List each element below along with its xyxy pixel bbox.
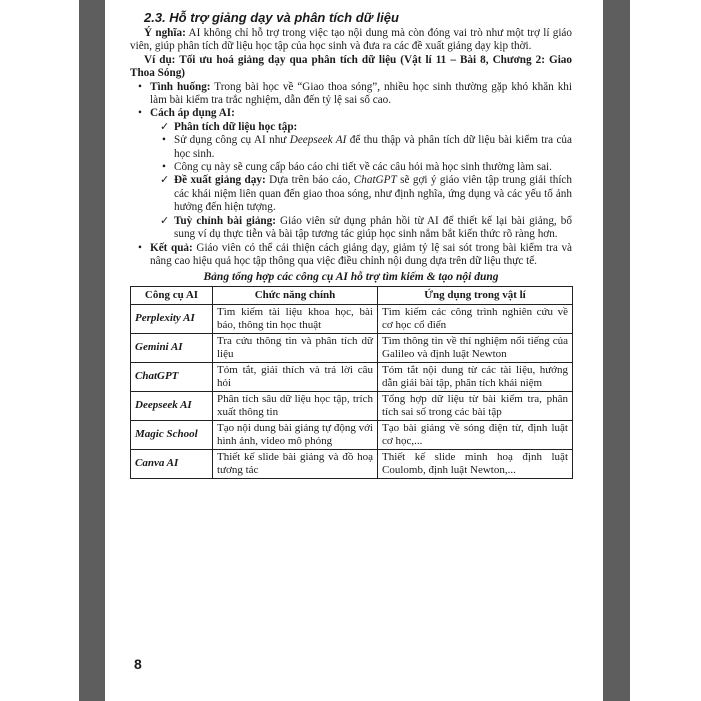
example-title: Ví dụ: Tối ưu hoá giảng dạy qua phân tích dữ liệu (Vật lí 11 – Bài 8, Chương 2: Giao Thoa Sóng)	[130, 53, 572, 80]
table-row	[131, 420, 573, 449]
customize-item: ✓ Tuỳ chỉnh bài giảng: Giáo viên sử dụng phản hồi từ AI để thiết kế lại bài giảng, bổ sung ví dụ thực tiễn và bài tập tương tác giúp học sinh nắm bắt kiến thức rõ ràng hơn.	[160, 214, 572, 241]
table-cell: Thiết kế slide bài giảng và đồ hoạ tương tác	[213, 449, 378, 478]
table-cell-tool: Canva AI	[131, 449, 213, 478]
check-mark-icon: ✓	[160, 214, 170, 227]
table-cell-tool: Deepseek AI	[131, 391, 213, 420]
bullet-icon: •	[162, 134, 166, 147]
ai-tools-table	[130, 286, 573, 479]
table-row	[131, 333, 573, 362]
table-cell: Tạo bài giảng về sóng điện từ, định luật cơ học,...	[378, 420, 573, 449]
table-cell-tool: Magic School	[131, 420, 213, 449]
table-cell-tool: ChatGPT	[131, 362, 213, 391]
table-cell: Tóm tắt, giải thích và trả lời câu hỏi	[213, 362, 378, 391]
result-item: • Kết quả: Giáo viên có thể cải thiện cách giảng dạy, giảm tỷ lệ sai sót trong bài kiểm tra và nâng cao hiệu quả học tập thông qua việc điều chỉnh nội dung dựa trên dữ liệu thực tế.	[138, 241, 573, 267]
situation-item: • Tình huống: Trong bài học về “Giao thoa sóng”, nhiều học sinh thường gặp khó khăn khi làm bài kiểm tra trắc nghiệm, dẫn đến tỷ lệ sai số cao.	[138, 80, 573, 107]
table-row	[131, 304, 573, 333]
analysis-item: ✓ Phân tích dữ liệu học tập:	[160, 120, 298, 133]
table-cell: Tra cứu thông tin và phân tích dữ liệu	[213, 333, 378, 362]
analysis-bullet-2: • Công cụ này sẽ cung cấp báo cáo chi tiết về các câu hỏi mà học sinh thường làm sai.	[162, 161, 552, 174]
section-heading: 2.3. Hỗ trợ giảng dạy và phân tích dữ liệu	[144, 10, 399, 25]
apply-item: • Cách áp dụng AI:	[138, 107, 235, 120]
page-content	[130, 10, 572, 479]
table-header-cell: Ứng dụng trong vật lí	[378, 286, 573, 304]
table-cell: Tổng hợp dữ liệu từ bài kiểm tra, phân tích sai số trong các bài tập	[378, 391, 573, 420]
table-cell: Tóm tắt nội dung từ các tài liệu, hướng dẫn giải bài tập, phân tích khái niệm	[378, 362, 573, 391]
table-cell: Tìm kiếm các công trình nghiên cứu về cơ học cổ điển	[378, 304, 573, 333]
table-header-cell: Chức năng chính	[213, 286, 378, 304]
page-number: 8	[134, 656, 142, 672]
bullet-icon: •	[138, 80, 142, 93]
table-header-row	[131, 286, 573, 304]
bullet-icon: •	[138, 107, 142, 120]
table-header-cell: Công cụ AI	[131, 286, 213, 304]
suggest-item: ✓ Đề xuất giảng dạy: Dựa trên báo cáo, ChatGPT sẽ gợi ý giáo viên tập trung giải thích các khái niệm liên quan đến giao thoa sóng, như định nghĩa, ứng dụng và các yếu tố ảnh hưởng đến hiện tượng.	[160, 174, 572, 214]
meaning-paragraph: Ý nghĩa: AI không chỉ hỗ trợ trong việc tạo nội dung mà còn đóng vai trò như một trợ lí giáo viên, giúp phân tích dữ liệu học tập của học sinh và đưa ra các đề xuất giảng dạy kịp thời.	[130, 27, 572, 53]
bullet-icon: •	[138, 241, 142, 254]
bullet-icon: •	[162, 161, 166, 174]
table-cell: Phân tích sâu dữ liệu học tập, trích xuất thông tin	[213, 391, 378, 420]
table-row	[131, 362, 573, 391]
table-caption: Bảng tổng hợp các công cụ AI hỗ trợ tìm kiếm & tạo nội dung	[203, 271, 499, 284]
table-cell-tool: Gemini AI	[131, 333, 213, 362]
analysis-bullet-1: • Sử dụng công cụ AI như Deepseek AI để thu thập và phân tích dữ liệu bài kiểm tra của học sinh.	[162, 134, 572, 160]
table-cell: Tạo nội dung bài giảng tự động với hình ảnh, video mô phỏng	[213, 420, 378, 449]
check-mark-icon: ✓	[160, 120, 170, 133]
table-cell-tool: Perplexity AI	[131, 304, 213, 333]
table-cell: Tìm kiếm tài liệu khoa học, bài báo, thông tin học thuật	[213, 304, 378, 333]
check-mark-icon: ✓	[160, 174, 170, 187]
table-row	[131, 391, 573, 420]
table-cell: Thiết kế slide minh hoạ định luật Coulomb, định luật Newton,...	[378, 449, 573, 478]
table-row	[131, 449, 573, 478]
table-cell: Tìm thông tin về thí nghiệm nổi tiếng của Galileo và định luật Newton	[378, 333, 573, 362]
